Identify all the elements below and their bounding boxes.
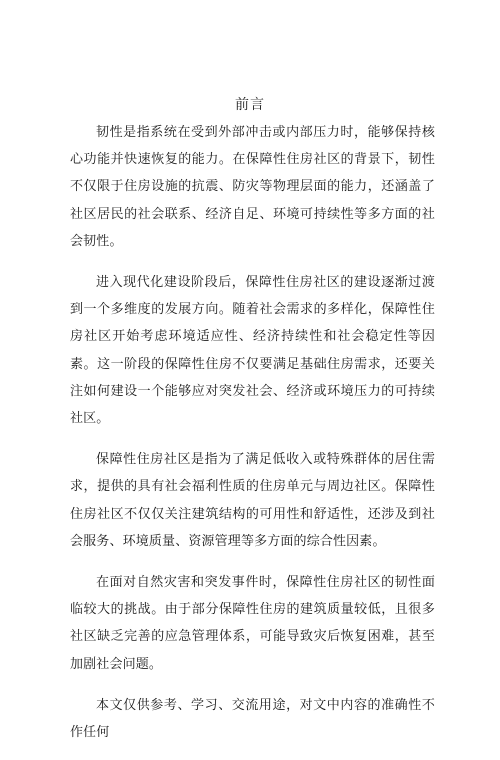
paragraph-1: 韧性是指系统在受到外部冲击或内部压力时，能够保持核心功能并快速恢复的能力。在保障性住房社区的背景下，韧性不仅限于住房设施的抗震、防灾等物理层面的能力，还涵盖了社区居民的社会联系、经济自足、环境可持续性等多方面的社会韧性。 (70, 125, 435, 249)
paragraph-4: 在面对自然灾害和突发事件时，保障性住房社区的韧性面临较大的挑战。由于部分保障性住房的建筑质量较低，且很多社区缺乏完善的应急管理体系，可能导致灾后恢复困难，甚至加剧社会问题。 (70, 575, 435, 672)
paragraph-5: 本文仅供参考、学习、交流用途，对文中内容的准确性不作任何 (70, 697, 435, 741)
page-title: 前言 (235, 97, 265, 113)
paragraph-2: 进入现代化建设阶段后，保障性住房社区的建设逐渐过渡到一个多维度的发展方向。随着社会需求的多样化，保障性住房社区开始考虑环境适应性、经济持续性和社会稳定性等因素。这一阶段的保障性住房不仅要满足基础住房需求，还要关注如何建设一个能够应对突发社会、经济或环境压力的可持续社区。 (70, 275, 435, 427)
document-body (70, 119, 435, 760)
paragraph-3: 保障性住房社区是指为了满足低收入或特殊群体的居住需求，提供的具有社会福利性质的住房单元与周边社区。保障性住房社区不仅仅关注建筑结构的可用性和舒适性，还涉及到社会服务、环境质量、资源管理等多方面的综合性因素。 (70, 452, 435, 549)
